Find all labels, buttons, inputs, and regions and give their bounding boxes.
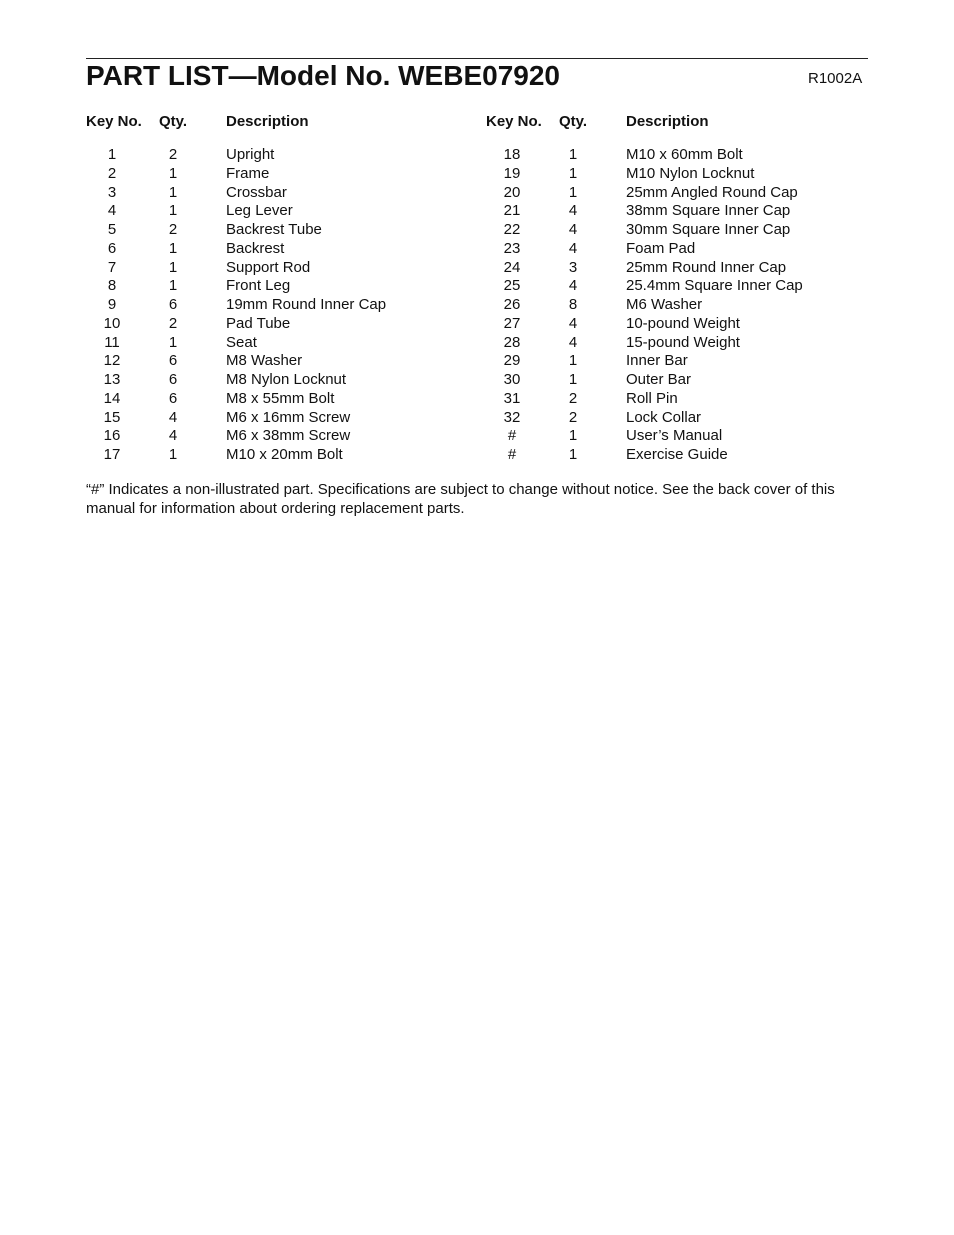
key-no-cell: 1 — [107, 146, 117, 163]
table-row — [486, 371, 886, 390]
key-no-header: Key No. — [86, 113, 142, 130]
key-no-cell: 19 — [503, 164, 521, 182]
qty-cell: 1 — [568, 371, 578, 388]
document-code: R1002A — [808, 70, 863, 87]
qty-cell: 2 — [168, 314, 178, 332]
description-cell: Exercise Guide — [626, 446, 728, 463]
table-row — [86, 352, 486, 371]
table-row — [486, 315, 886, 334]
table-header — [86, 112, 486, 146]
table-row — [486, 202, 886, 221]
table-row — [86, 184, 486, 203]
key-no-cell: 10 — [103, 314, 121, 332]
description-cell: Outer Bar — [626, 371, 692, 388]
table-row — [86, 277, 486, 296]
qty-cell: 1 — [568, 164, 578, 182]
description-cell: Backrest — [226, 239, 285, 257]
description-cell: Seat — [226, 333, 257, 351]
page-title: PART LIST—Model No. WEBE07920 — [86, 60, 560, 91]
key-no-cell: 30 — [503, 371, 521, 388]
description-cell: M8 Nylon Locknut — [226, 371, 347, 388]
description-cell: Upright — [226, 146, 275, 163]
qty-cell: 4 — [568, 314, 578, 332]
qty-header: Qty. — [159, 113, 188, 130]
qty-cell: 4 — [168, 408, 178, 426]
key-no-cell: 17 — [103, 446, 121, 463]
key-no-cell: 12 — [103, 352, 121, 370]
key-no-cell: 13 — [103, 371, 121, 388]
description-cell: Leg Lever — [226, 202, 293, 220]
key-no-cell: 7 — [107, 258, 117, 276]
qty-cell: 4 — [568, 239, 578, 257]
table-row — [86, 259, 486, 278]
qty-cell: 1 — [568, 427, 578, 445]
table-row — [486, 221, 886, 240]
description-cell: M8 x 55mm Bolt — [226, 389, 335, 407]
description-cell: 38mm Square Inner Cap — [626, 202, 791, 220]
key-no-cell: 29 — [503, 352, 521, 370]
description-cell: M6 Washer — [626, 296, 703, 313]
key-no-cell: 4 — [107, 202, 117, 220]
key-no-cell: 25 — [503, 277, 521, 295]
description-cell: 30mm Square Inner Cap — [626, 221, 791, 238]
description-cell: Support Rod — [226, 258, 311, 276]
qty-cell: 1 — [168, 183, 178, 201]
qty-cell: 1 — [568, 146, 578, 163]
qty-cell: 2 — [168, 221, 178, 238]
key-no-cell: 31 — [503, 389, 521, 407]
key-no-cell: 21 — [503, 202, 521, 220]
key-no-cell: 28 — [503, 333, 521, 351]
qty-cell: 4 — [568, 333, 578, 351]
key-no-cell: 24 — [503, 258, 521, 276]
description-cell: 25mm Angled Round Cap — [626, 183, 798, 201]
description-cell: 10-pound Weight — [626, 314, 740, 332]
qty-cell: 6 — [168, 389, 178, 407]
description-header: Description — [626, 113, 709, 130]
qty-cell: 6 — [168, 352, 178, 370]
qty-cell: 6 — [168, 296, 178, 313]
qty-header: Qty. — [559, 113, 588, 130]
description-cell: Frame — [226, 164, 270, 182]
table-row — [86, 390, 486, 409]
qty-cell: 1 — [568, 352, 578, 370]
key-no-cell: 11 — [104, 333, 120, 351]
qty-cell: 8 — [568, 296, 578, 313]
key-no-cell: # — [507, 427, 517, 445]
qty-cell: 1 — [168, 333, 178, 351]
table-row — [86, 315, 486, 334]
description-cell: M10 Nylon Locknut — [626, 164, 755, 182]
table-row — [486, 184, 886, 203]
description-cell: M10 x 60mm Bolt — [626, 146, 743, 163]
description-cell: Pad Tube — [226, 314, 291, 332]
table-row — [86, 240, 486, 259]
table-row — [86, 296, 486, 315]
qty-cell: 1 — [168, 239, 178, 257]
table-row — [486, 165, 886, 184]
qty-cell: 2 — [568, 408, 578, 426]
table-row — [86, 334, 486, 353]
table-row — [486, 259, 886, 278]
parts-rows-right — [486, 146, 886, 465]
key-no-cell: 22 — [503, 221, 521, 238]
qty-cell: 1 — [168, 164, 178, 182]
key-no-cell: 23 — [503, 239, 521, 257]
description-cell: M10 x 20mm Bolt — [226, 446, 343, 463]
description-cell: M8 Washer — [226, 352, 303, 370]
parts-table-left — [86, 112, 486, 465]
qty-cell: 1 — [568, 183, 578, 201]
key-no-cell: 26 — [503, 296, 521, 313]
table-row — [86, 202, 486, 221]
table-row — [486, 240, 886, 259]
table-row — [486, 352, 886, 371]
description-cell: Lock Collar — [626, 408, 702, 426]
description-cell: Foam Pad — [626, 239, 696, 257]
key-no-cell: 27 — [503, 314, 521, 332]
qty-cell: 6 — [168, 371, 178, 388]
table-row — [86, 409, 486, 428]
table-row — [86, 165, 486, 184]
qty-cell: 4 — [568, 277, 578, 295]
qty-cell: 1 — [168, 446, 178, 463]
qty-cell: 1 — [568, 446, 578, 463]
qty-cell: 2 — [168, 146, 178, 163]
table-header — [486, 112, 886, 146]
key-no-cell: 18 — [503, 146, 521, 163]
key-no-header: Key No. — [486, 113, 542, 130]
parts-rows-left — [86, 146, 486, 465]
key-no-cell: 3 — [107, 183, 117, 201]
qty-cell: 1 — [168, 202, 178, 220]
description-cell: Crossbar — [226, 183, 287, 201]
table-row — [86, 446, 486, 465]
description-header: Description — [226, 113, 309, 130]
table-row — [486, 277, 886, 296]
description-cell: Backrest Tube — [226, 221, 322, 238]
description-cell: User’s Manual — [626, 427, 723, 445]
description-cell: M6 x 38mm Screw — [226, 427, 351, 445]
table-row — [486, 146, 886, 165]
key-no-cell: 9 — [107, 296, 117, 313]
qty-cell: 4 — [568, 202, 578, 220]
table-row — [86, 371, 486, 390]
description-cell: 19mm Round Inner Cap — [226, 296, 387, 313]
table-row — [486, 446, 886, 465]
qty-cell: 1 — [168, 258, 178, 276]
table-row — [486, 334, 886, 353]
key-no-cell: 14 — [103, 389, 121, 407]
key-no-cell: 20 — [503, 183, 521, 201]
qty-cell: 4 — [568, 221, 578, 238]
table-row — [486, 427, 886, 446]
description-cell: Inner Bar — [626, 352, 688, 370]
table-row — [486, 409, 886, 428]
key-no-cell: # — [507, 446, 517, 463]
description-cell: 25mm Round Inner Cap — [626, 258, 787, 276]
table-row — [86, 221, 486, 240]
footnote: “#” Indicates a non-illustrated part. Specifications are subject to change without notice. See the back cover of this manual for information about ordering replacement parts. — [86, 481, 835, 517]
key-no-cell: 15 — [103, 408, 121, 426]
description-cell: 15-pound Weight — [626, 333, 740, 351]
table-row — [486, 390, 886, 409]
qty-cell: 4 — [168, 427, 178, 445]
table-row — [86, 427, 486, 446]
key-no-cell: 5 — [107, 221, 117, 238]
key-no-cell: 16 — [103, 427, 121, 445]
qty-cell: 1 — [168, 277, 178, 295]
parts-table-right — [486, 112, 886, 465]
description-cell: 25.4mm Square Inner Cap — [626, 277, 803, 295]
key-no-cell: 6 — [107, 239, 117, 257]
description-cell: M6 x 16mm Screw — [226, 408, 351, 426]
qty-cell: 2 — [568, 389, 578, 407]
qty-cell: 3 — [568, 258, 578, 276]
key-no-cell: 8 — [107, 277, 117, 295]
description-cell: Front Leg — [226, 277, 291, 295]
key-no-cell: 2 — [107, 164, 117, 182]
description-cell: Roll Pin — [626, 389, 678, 407]
table-row — [486, 296, 886, 315]
key-no-cell: 32 — [503, 408, 521, 426]
table-row — [86, 146, 486, 165]
